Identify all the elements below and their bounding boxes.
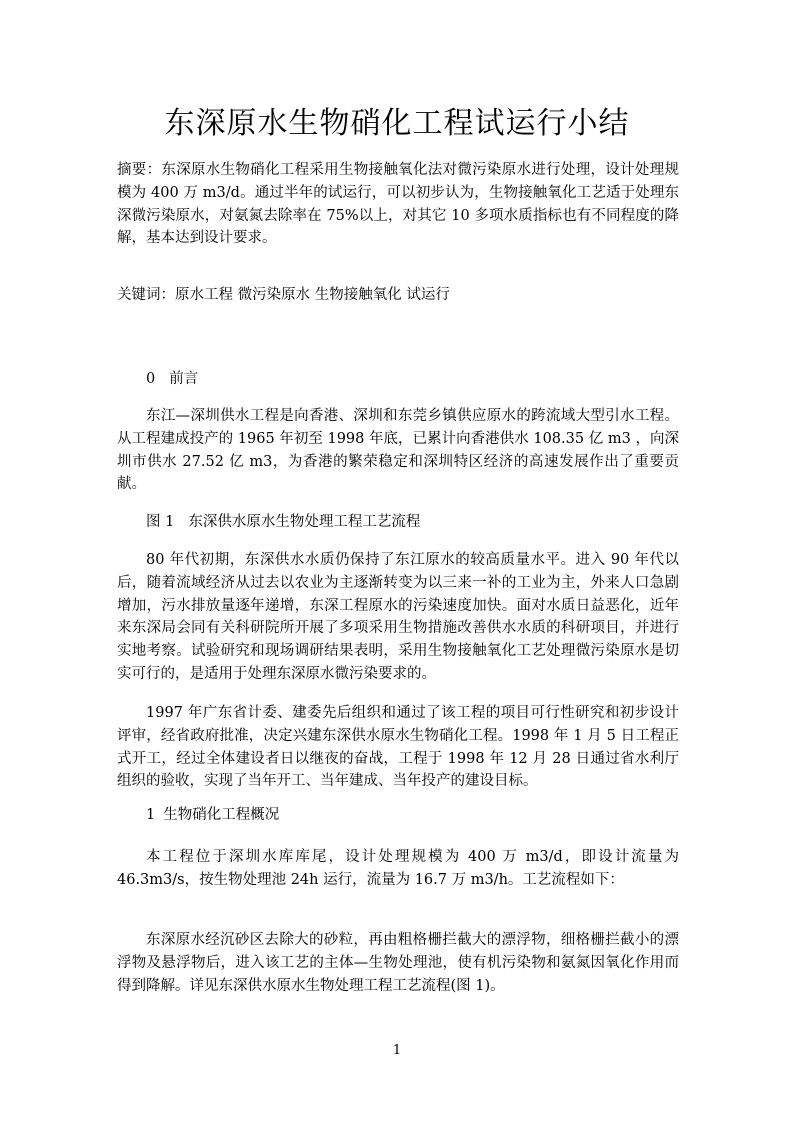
body-paragraph-5: 东深原水经沉砂区去除大的砂粒，再由粗格栅拦截大的漂浮物，细格栅拦截小的漂浮物及悬浮物后，进入该工艺的主体—生物处理池，使有机污染物和氨氮因氧化作用而得到降解。详见东深供水原水生物处理工程工艺流程(图 1)。: [117, 932, 679, 994]
page-number: 1: [392, 1043, 402, 1058]
section-number: 1: [146, 807, 156, 823]
section-heading-overview: [117, 804, 679, 827]
section-heading-preface: [117, 368, 679, 391]
figure-caption-text: 东深供水原水生物处理工程工艺流程: [188, 514, 421, 530]
body-paragraph-3: 1997 年广东省计委、建委先后组织和通过了该工程的项目可行性研究和初步设计评审，经省政府批准，决定兴建东深供水原水生物硝化工程。1998 年 1 月 5 日工程正式开工，经过全体建设者日以继夜的奋战，工程于 1998 年 12 月 28 日通过省水利厅组织的验收，实现了当年开工、当年建成、当年投产的建设目标。: [117, 705, 679, 790]
section-title: 前言: [169, 371, 199, 387]
section-title: 生物硝化工程概况: [163, 807, 280, 823]
figure-caption: [117, 511, 679, 534]
abstract-paragraph: 摘要：东深原水生物硝化工程采用生物接触氧化法对微污染原水进行处理，设计处理规模为 400 万 m3/d。通过半年的试运行，可以初步认为，生物接触氧化工艺适于处理东深微污染原水，对氨氮去除率在 75%以上，对其它 10 多项水质指标也有不同程度的降解，基本达到设计要求。: [117, 162, 679, 247]
body-paragraph-1: 东江—深圳供水工程是向香港、深圳和东莞乡镇供应原水的跨流域大型引水工程。从工程建成投产的 1965 年初至 1998 年底，已累计向香港供水 108.35 亿 m3 ，向深圳市供水 27.52 亿 m3，为香港的繁荣稳定和深圳特区经济的高速发展作出了重要贡献。: [117, 408, 679, 493]
page-title: 东深原水生物硝化工程试运行小结: [164, 106, 630, 141]
keywords-line: 关键词：原水工程 微污染原水 生物接触氧化 试运行: [117, 287, 450, 303]
figure-number: 图 1: [146, 514, 175, 530]
body-paragraph-2: 80 年代初期，东深供水水质仍保持了东江原水的较高质量水平。进入 90 年代以后，随着流域经济从过去以农业为主逐渐转变为以三来一补的工业为主，外来人口急剧增加，污水排放量逐年递增，东深工程原水的污染速度加快。面对水质日益恶化，近年来东深局会同有关科研院所开展了多项采用生物措施改善供水水质的科研项目，并进行实地考察。试验研究和现场调研结果表明，采用生物接触氧化工艺处理微污染原水是切实可行的，是适用于处理东深原水微污染要求的。: [117, 552, 679, 682]
body-paragraph-4: 本工程位于深圳水库库尾，设计处理规模为 400 万 m3/d，即设计流量为 46.3m3/s，按生物处理池 24h 运行，流量为 16.7 万 m3/h。工艺流程如下：: [117, 849, 679, 888]
section-number: 0: [146, 371, 156, 387]
